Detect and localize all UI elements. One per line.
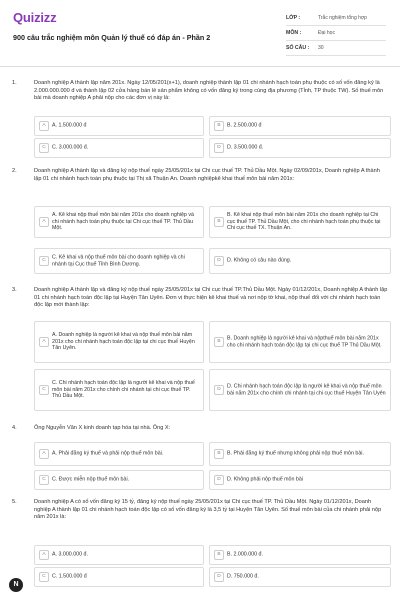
question-text: Doanh nghiệp A có số vốn đăng ký 15 tỷ, đăng ký nộp thuế ngày 25/05/201x tại Chi cục thuế TP. Thủ Dầu Một. Ngày 01/12/201x, Doanh nghiệp A thành lập 01 chi nhánh hạch toán độc lập có số vốn đăng ký là 3,5 tỷ tại Huyện Tân Uyên. Số thuế môn bài của chi nhánh phải nộp năm 201x là:: [34, 499, 382, 521]
option-letter: D: [214, 385, 224, 395]
option-letter: A: [39, 449, 49, 459]
option-text: A. Phải đăng ký thuế và phải nộp thuế môn bài.: [52, 450, 164, 457]
option-b[interactable]: [209, 116, 391, 136]
question-number: 4.: [12, 425, 17, 431]
option-a[interactable]: [34, 321, 204, 363]
option-text: A. 3.000.000 đ.: [52, 551, 88, 558]
option-c[interactable]: [34, 138, 204, 158]
question-text: Doanh nghiệp A thành lập và đăng ký nộp thuế ngày 25/05/201x tại Chi cục thuế TP. Thủ Dầu Một. Ngày 02/09/201x, Doanh nghiệp A thành lập 01 chi nhánh hạch toán phụ thuộc tại Thị xã Thuận An. Doanh nghiệpkê khai thuế môn bài năm 201x:: [34, 168, 380, 182]
question-4: [12, 425, 388, 491]
question-1: [12, 80, 388, 162]
option-text: A. Kê khai nộp thuế môn bài năm 201x cho doanh nghiệp và chi nhánh hạch toán phụ thuộc tại Chi cục thuế TP. Thủ Dầu Một.: [52, 212, 194, 232]
option-c[interactable]: [34, 470, 204, 490]
option-c[interactable]: [34, 248, 204, 274]
option-c[interactable]: [34, 369, 204, 411]
meta-table: [286, 11, 386, 56]
option-text: A. 1.500.000 đ: [52, 122, 87, 129]
option-text: C. 1.500.000 đ: [52, 573, 87, 580]
option-text: C. Được miễn nộp thuế môn bài.: [52, 476, 130, 483]
question-5: [12, 499, 388, 589]
option-letter: A: [39, 121, 49, 131]
option-text: B. Kê khai nộp thuế môn bài năm 201x cho doanh nghiệp tại Chi cục thuế TP. Thủ Dầu Một, cho chi nhánh hạch toán phụ thuộc tại Chi cục thuế TX. Thuận An.: [227, 212, 381, 232]
option-letter: A: [39, 217, 49, 227]
option-letter: C: [39, 385, 49, 395]
meta-label: SỐ CÂU :: [286, 45, 310, 51]
option-text: D. Chi nhánh hạch toán độc lập là người kê khai và nộp thuế môn bài năm 201x cho chính chi nhánh tại chi cục thuế Huyện Tân Uyên: [227, 383, 386, 396]
option-a[interactable]: [34, 545, 204, 565]
option-letter: C: [39, 475, 49, 485]
option-b[interactable]: [209, 545, 391, 565]
option-letter: D: [214, 143, 224, 153]
option-d[interactable]: [209, 470, 391, 490]
option-text: B. 2.500.000 đ: [227, 122, 262, 129]
option-text: B. Phải đăng ký thuế nhưng không phải nộp thuế môn bài.: [227, 450, 364, 457]
option-letter: A: [39, 337, 49, 347]
option-d[interactable]: [209, 248, 391, 274]
option-text: C. Kê khai và nộp thuế môn bài cho doanh nghiệp và chi nhánh tại Cục thuế Tỉnh Bình Dương.: [52, 254, 185, 267]
header: [0, 0, 400, 67]
option-letter: B: [214, 449, 224, 459]
option-letter: B: [214, 550, 224, 560]
option-text: C. 3.000.000 đ.: [52, 144, 89, 151]
option-a[interactable]: [34, 116, 204, 136]
option-b[interactable]: [209, 321, 391, 363]
option-letter: A: [39, 550, 49, 560]
question-number: 3.: [12, 287, 17, 293]
option-letter: B: [214, 217, 224, 227]
option-text: D. Không phải nộp thuế môn bài: [227, 476, 303, 483]
option-text: D. 3.500.000 đ.: [227, 144, 264, 151]
option-d[interactable]: [209, 567, 391, 587]
meta-value: Trắc nghiệm tổng hợp: [318, 15, 367, 21]
option-text: B. Doanh nghiệp là người kê khai và nộpthuế môn bài năm 201x cho chi nhánh hạch toán độc lập tại chi cục thuế TP Thủ Dầu Một.: [227, 335, 382, 348]
option-a[interactable]: [34, 206, 204, 238]
meta-value: 30: [318, 45, 324, 51]
option-text: B. 2.000.000 đ.: [227, 551, 263, 558]
option-d[interactable]: [209, 369, 391, 411]
question-number: 1.: [12, 80, 17, 86]
option-text: D. 750.000 đ.: [227, 573, 259, 580]
meta-value: Đại học: [318, 30, 335, 36]
option-letter: B: [214, 121, 224, 131]
quizizz-logo[interactable]: Quizizz: [13, 10, 57, 25]
question-2: [12, 168, 388, 278]
option-text: A. Doanh nghiệp là người kê khai và nộp thuế môn bài năm 201x cho chi nhánh hạch toán độc lập tại chi cục thuế Huyện Tân Uyên.: [52, 332, 195, 352]
option-letter: C: [39, 143, 49, 153]
option-letter: B: [214, 337, 224, 347]
option-letter: C: [39, 256, 49, 266]
option-letter: C: [39, 572, 49, 582]
option-text: C. Chi nhánh hạch toán độc lập là người kê khai và nộp thuế môn bài năm 201x cho chính chi nhánh tại chi cục thuế TP. Thủ Dầu Một.: [52, 380, 195, 400]
question-text: Doanh nghiệp A thành lập và đăng ký nộp thuế ngày 25/05/201x tại Chi cục thuế TP.Thủ Dầu Một. Ngày 01/12/201x, Doanh nghiệp A thành lập 01 chi nhánh hạch toán độc lập tại Huyện Tân Uyên. Đơn vị thực hiện kê khai thuế và nơi nộp tờ khai, nộp thuế đối với chi nhánh hạch toán độc lập mới thành lập:: [34, 287, 388, 309]
question-3: [12, 287, 388, 417]
meta-row-count: [286, 41, 386, 56]
option-a[interactable]: [34, 442, 204, 466]
option-b[interactable]: [209, 442, 391, 466]
option-b[interactable]: [209, 206, 391, 238]
page-title: 900 câu trắc nghiệm môn Quản lý thuế có đáp án - Phần 2: [13, 33, 211, 42]
option-d[interactable]: [209, 138, 391, 158]
meta-row-subject: [286, 26, 386, 41]
meta-label: LỚP :: [286, 15, 301, 21]
question-text: Doanh nghiệp A thành lập năm 201x. Ngày 12/05/201(x+1), doanh nghiệp thành lập 01 chi nhánh hạch toán phụ thuộc có số vốn đăng ký là 2.000.000.000 đ và thành lập 02 cửa hàng bán lẻ sản phẩm không có vốn đăng ký trong cùng địa phương (Tỉnh, TP thuộc TW). Số thuế môn bài mà doanh nghiệp A phải nộp cho các đơn vị này là:: [34, 80, 384, 102]
question-text: Ông Nguyễn Văn X kinh doanh tạp hóa tại nhà. Ông X:: [34, 425, 171, 431]
question-number: 5.: [12, 499, 17, 505]
option-letter: D: [214, 572, 224, 582]
meta-label: MÔN :: [286, 30, 302, 36]
option-letter: D: [214, 475, 224, 485]
question-number: 2.: [12, 168, 17, 174]
option-text: D. Không có câu nào đúng.: [227, 257, 292, 264]
option-c[interactable]: [34, 567, 204, 587]
meta-row-class: [286, 11, 386, 26]
floating-n-button[interactable]: N: [9, 578, 23, 592]
option-letter: D: [214, 256, 224, 266]
